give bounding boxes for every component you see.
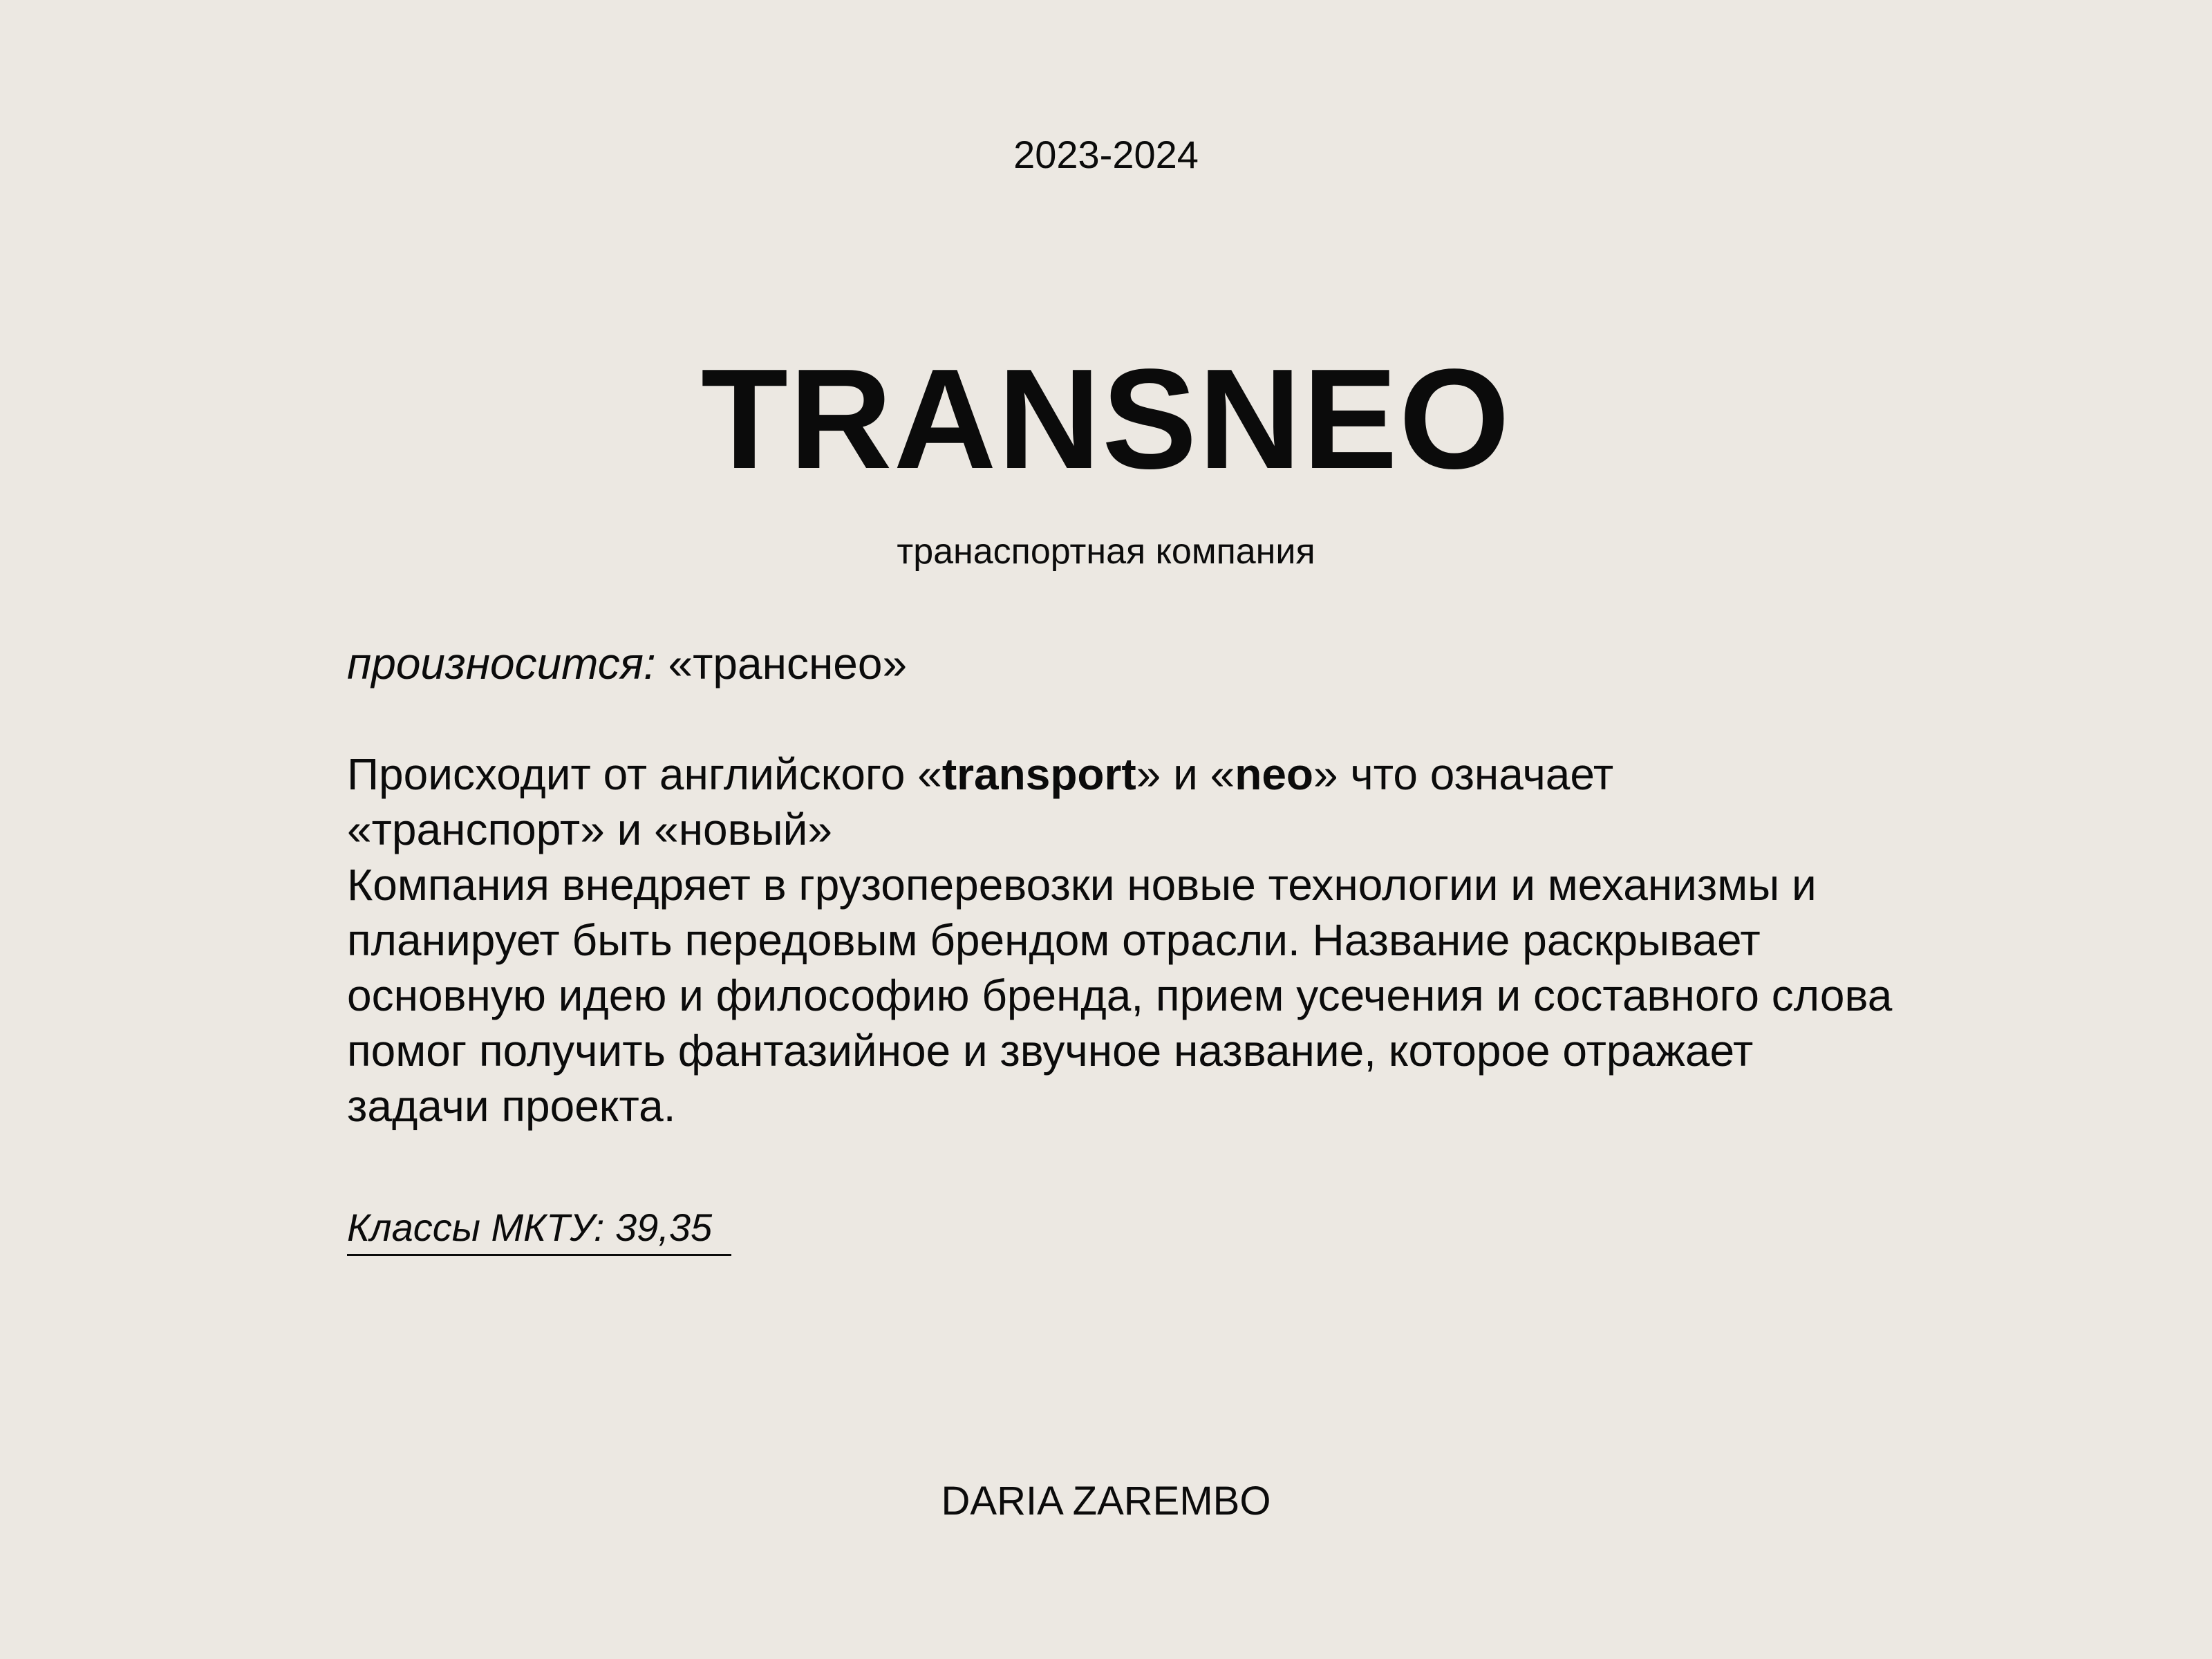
origin-suffix: » что означает [1313,749,1614,799]
origin-middle: » и « [1136,749,1235,799]
description-body: Компания внедряет в грузоперевозки новые технологии и механизмы и планирует быть передовым брендом отрасли. Название раскрывает основную идею и философию бренда, прием усечения и составного слова помог получить фантазийное и звучное название, которое отражает задачи проекта. [347,860,1893,1131]
years-label: 2023-2024 [1013,133,1199,176]
brand-subtitle: транаспортная компания [897,532,1315,572]
origin-prefix: Происходит от английского « [347,749,942,799]
word-transport: transport [941,749,1136,799]
translation-line: «транспорт» и «новый» [347,805,832,854]
brand-title: TRANSNEO [701,339,1511,498]
origin-line [347,747,1895,802]
pronunciation-line [347,636,1895,691]
description-block [347,747,1895,1134]
pronunciation-label: произносится: [347,639,656,688]
pronunciation-value: «транснео» [668,639,908,688]
mktu-classes: Классы МКТУ: 39,35 [347,1203,731,1256]
word-neo: neo [1235,749,1313,799]
author-name: DARIA ZAREMBO [941,1479,1271,1524]
